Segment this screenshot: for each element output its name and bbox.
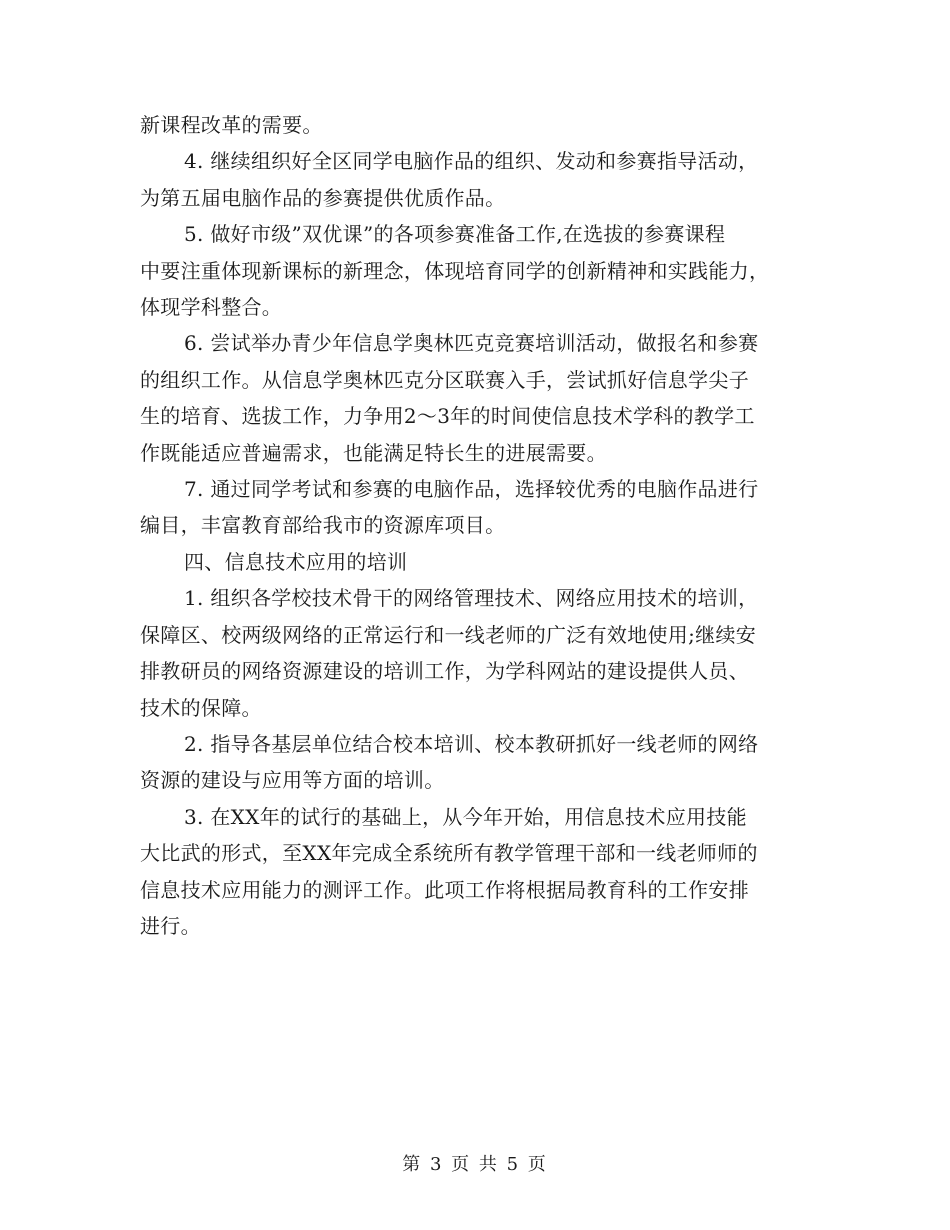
text-line: 4. 继续组织好全区同学电脑作品的组织、发动和参赛指导活动， [184, 149, 759, 174]
text-line: 技术的保障。 [140, 695, 262, 720]
text-line: 排教研员的网络资源建设的培训工作，为学科网站的建设提供人员、 [140, 659, 749, 684]
text-line: 四、信息技术应用的培训 [184, 549, 408, 574]
paragraph [140, 325, 812, 471]
text-line: 编目，丰富教育部给我市的资源库项目。 [140, 513, 506, 538]
document-body [140, 107, 812, 944]
paragraph [140, 107, 812, 143]
page-number-footer: 第 3 页 共 5 页 [402, 1154, 548, 1175]
text-line: 保障区、校两级网络的正常运行和一线老师的广泛有效地使用;继续安 [140, 622, 757, 647]
text-line: 大比武的形式，至XX年完成全系统所有教学管理干部和一线老师师的 [140, 841, 758, 866]
text-line: 的组织工作。从信息学奥林匹克分区联赛入手，尝试抓好信息学尖子 [140, 367, 749, 392]
paragraph [140, 216, 812, 325]
text-line: 6. 尝试举办青少年信息学奥林匹克竞赛培训活动，做报名和参赛 [184, 331, 759, 356]
text-line: 2. 指导各基层单位结合校本培训、校本教研抓好一线老师的网络 [184, 731, 759, 756]
text-line: 作既能适应普遍需求，也能满足特长生的进展需要。 [140, 440, 607, 465]
text-line: 5. 做好市级”双优课”的各项参赛准备工作,在选拔的参赛课程 [184, 222, 726, 247]
paragraph [140, 143, 812, 216]
text-line: 体现学科整合。 [140, 295, 283, 320]
paragraph [140, 544, 812, 580]
paragraph [140, 471, 812, 544]
text-line: 3. 在XX年的试行的基础上，从今年开始，用信息技术应用技能 [184, 804, 747, 829]
paragraph [140, 799, 812, 945]
text-line: 7. 通过同学考试和参赛的电脑作品，选择较优秀的电脑作品进行 [184, 477, 759, 502]
text-line: 进行。 [140, 913, 201, 938]
text-line: 资源的建设与应用等方面的培训。 [140, 768, 445, 793]
text-line: 为第五届电脑作品的参赛提供优质作品。 [140, 185, 506, 210]
text-line: 新课程改革的需要。 [140, 113, 323, 137]
paragraph [140, 726, 812, 799]
text-line: 中要注重体现新课标的新理念，体现培育同学的创新精神和实践能力， [140, 258, 770, 283]
paragraph [140, 580, 812, 726]
text-line: 生的培育、选拔工作，力争用2～3年的时间使信息技术学科的教学工 [140, 404, 755, 429]
text-line: 信息技术应用能力的测评工作。此项工作将根据局教育科的工作安排 [140, 877, 749, 902]
text-line: 1. 组织各学校技术骨干的网络管理技术、网络应用技术的培训， [184, 586, 759, 611]
